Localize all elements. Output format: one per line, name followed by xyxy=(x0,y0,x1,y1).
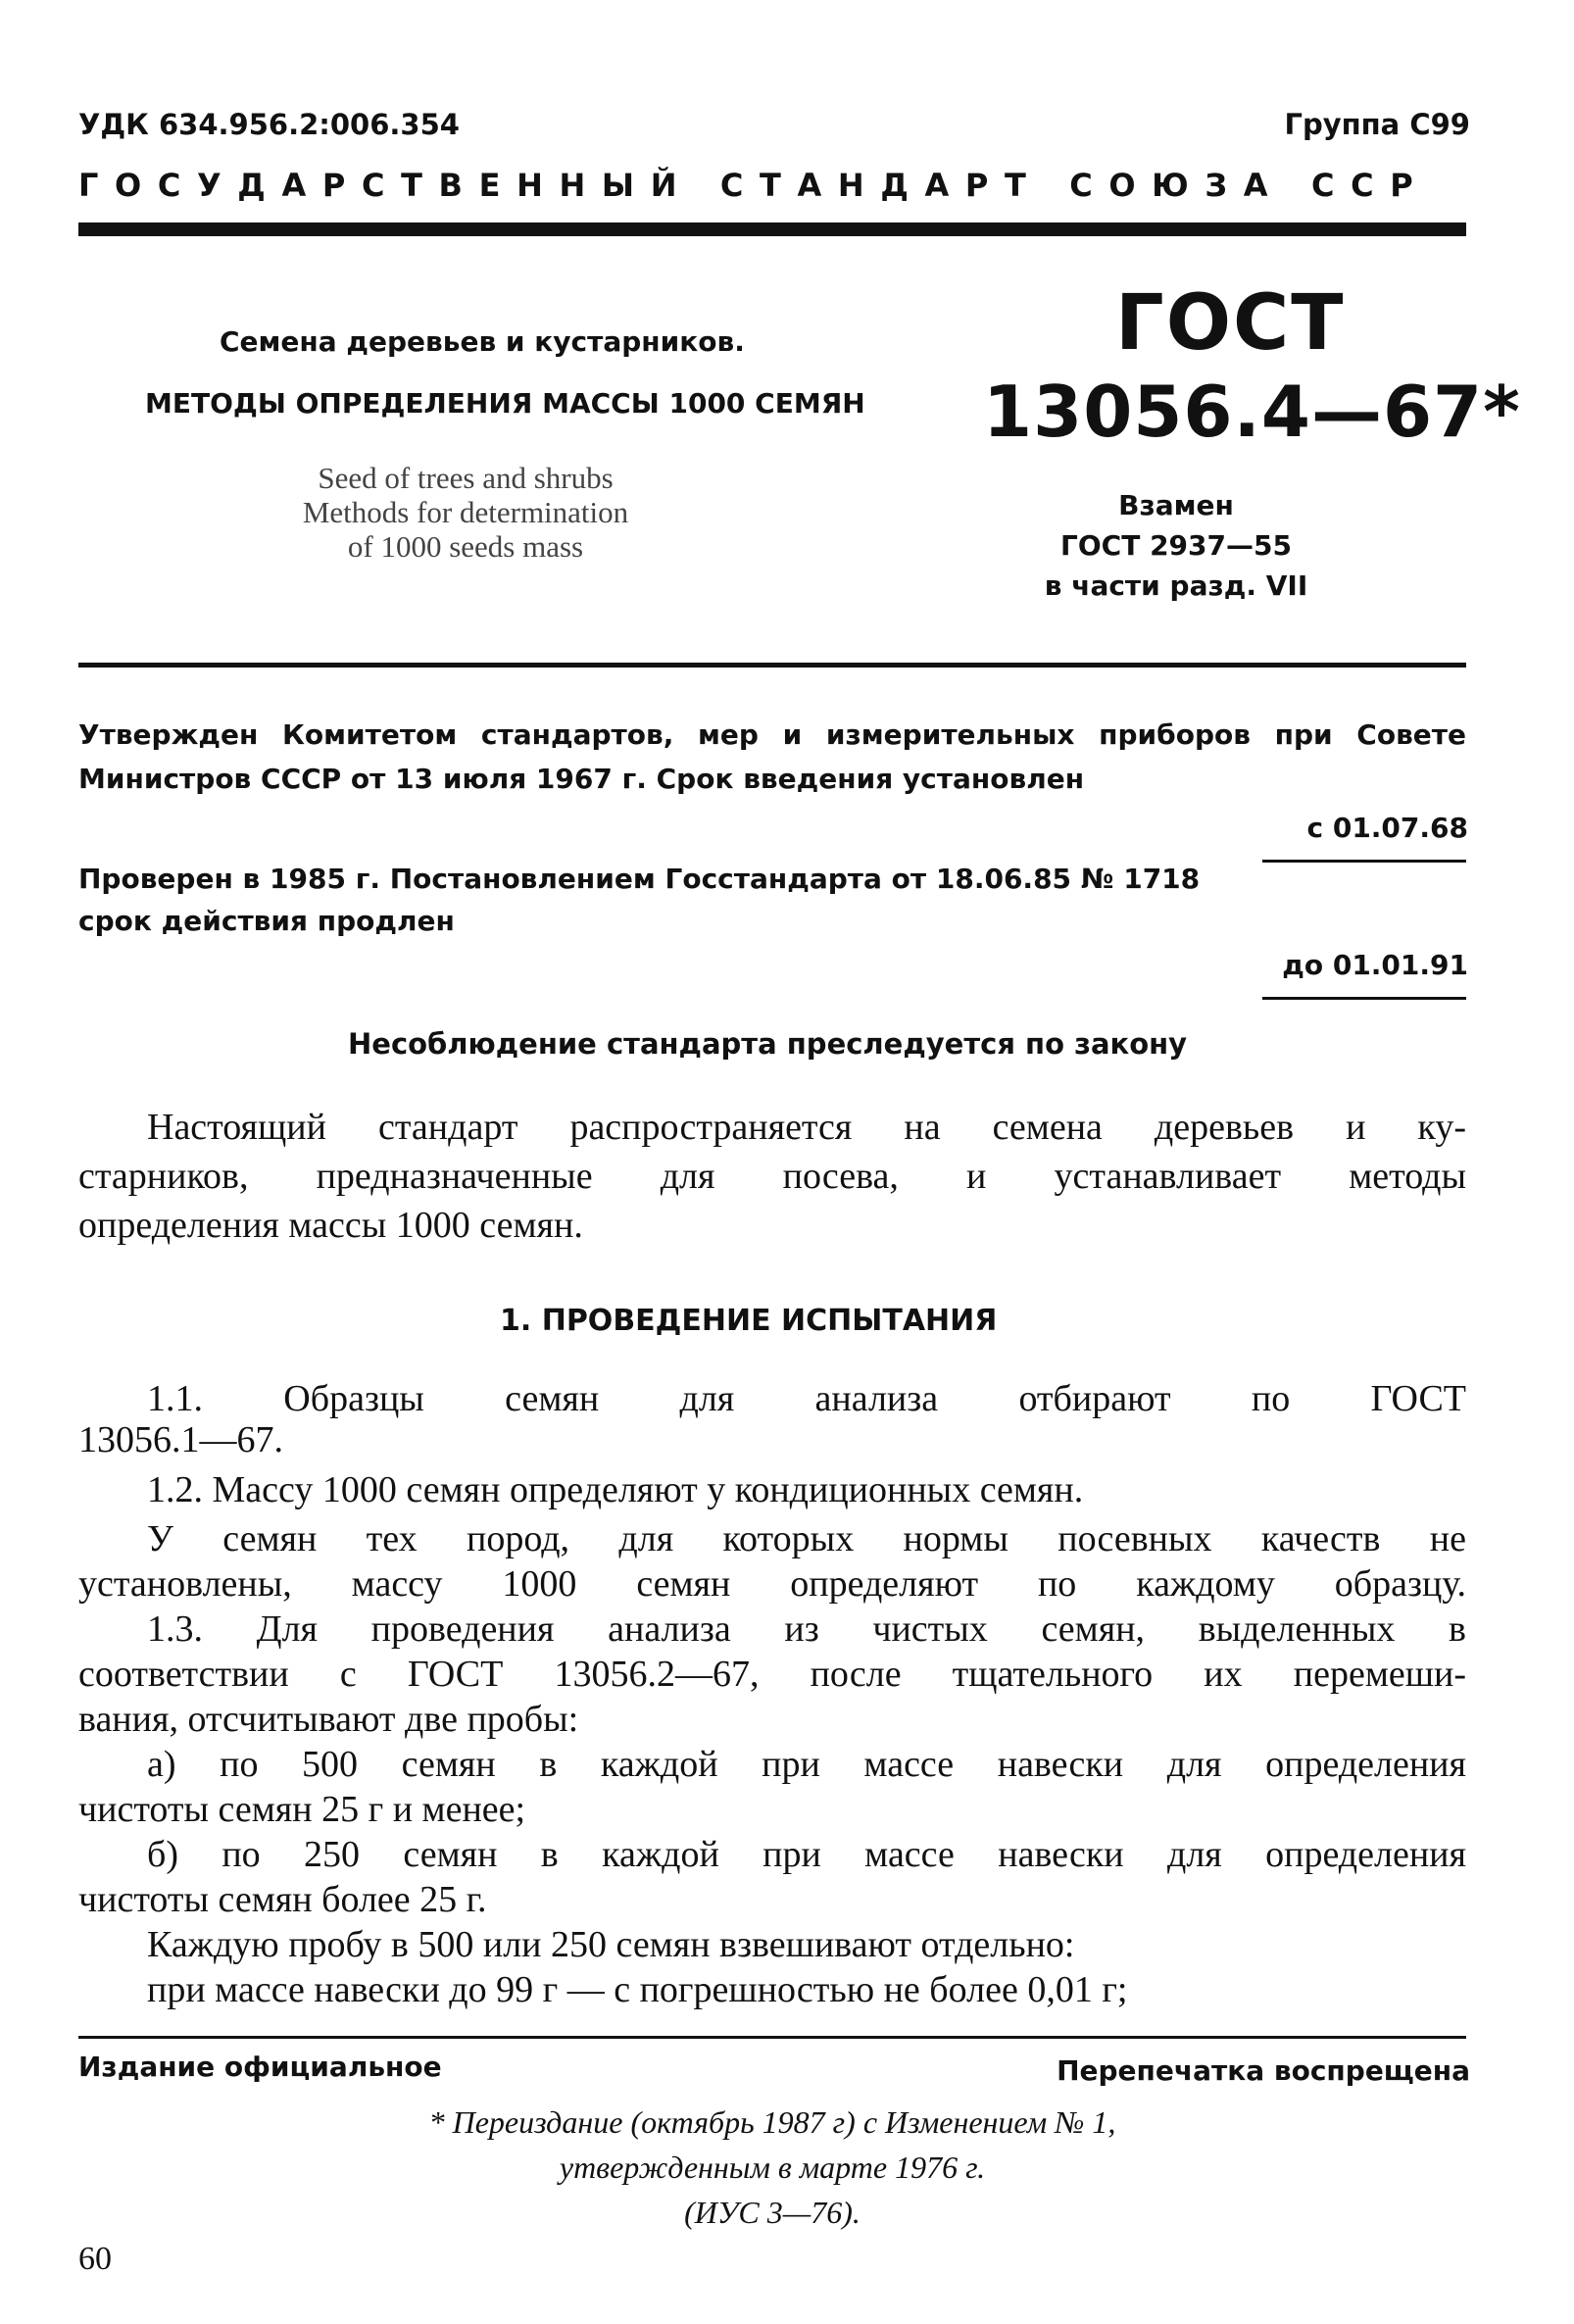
replaces-line1: Взамен xyxy=(1118,489,1234,521)
udk-code: УДК 634.956.2:006.354 xyxy=(78,108,460,141)
replaces-line3: в части разд. VII xyxy=(1044,569,1308,602)
replaces-block xyxy=(980,485,1372,606)
p13-line1: 1.3. Для проведения анализа из чистых семян, выделенных в xyxy=(147,1608,1466,1650)
pa-line2: чистоты семян 25 г и менее; xyxy=(78,1789,526,1830)
p13-line3: вания, отсчитывают две пробы: xyxy=(78,1699,579,1740)
date-to: до 01.01.91 xyxy=(1282,949,1468,981)
review-line1: Проверен в 1985 г. Постановлением Госстандарта от 18.06.85 № 1718 xyxy=(78,863,1201,895)
page-number: 60 xyxy=(78,2241,112,2277)
pd-line1: при массе навески до 99 г — с погрешностью не более 0,01 г; xyxy=(147,1969,1128,2010)
p12b-line2: установлены, массу 1000 семян определяют по каждому образцу. xyxy=(78,1563,1466,1605)
title-en xyxy=(294,461,637,564)
title-ru-line1: Семена деревьев и кустарников. xyxy=(220,325,745,358)
pb-line2: чистоты семян более 25 г. xyxy=(78,1879,487,1920)
header-rule xyxy=(78,223,1466,236)
p11-line2: 13056.1—67. xyxy=(78,1419,283,1460)
approval-line2: Министров СССР от 13 июля 1967 г. Срок введения установлен xyxy=(78,763,1085,795)
state-standard-banner: ГОСУДАРСТВЕННЫЙ СТАНДАРТ СОЮЗА ССР xyxy=(78,167,1430,204)
replaces-line2: ГОСТ 2937—55 xyxy=(1060,529,1292,562)
title-en-line1: Seed of trees and shrubs xyxy=(318,461,614,495)
p13-line2: соответствии с ГОСТ 13056.2—67, после тщательного их перемеши- xyxy=(78,1654,1466,1695)
p11-line1: 1.1. Образцы семян для анализа отбирают по ГОСТ xyxy=(147,1378,1466,1419)
title-ru-line2: МЕТОДЫ ОПРЕДЕЛЕНИЯ МАССЫ 1000 СЕМЯН xyxy=(145,387,865,420)
pc-line1: Каждую пробу в 500 или 250 семян взвешивают отдельно: xyxy=(147,1924,1075,1965)
date-from-rule xyxy=(1262,860,1466,863)
p12-line1: 1.2. Массу 1000 семян определяют у кондиционных семян. xyxy=(147,1469,1084,1510)
intro-line1: Настоящий стандарт распространяется на семена деревьев и ку- xyxy=(147,1107,1466,1148)
date-to-rule xyxy=(1262,997,1466,1000)
footer-rule xyxy=(78,2036,1466,2039)
official-edition: Издание официальное xyxy=(78,2051,442,2083)
pa-line1: а) по 500 семян в каждой при массе навески для определения xyxy=(147,1744,1466,1785)
section-heading: 1. ПРОВЕДЕНИЕ ИСПЫТАНИЯ xyxy=(500,1304,998,1338)
reissue-note-line1: * Переиздание (октябрь 1987 г) с Изменением № 1, xyxy=(428,2104,1116,2140)
title-en-line2: Methods for determination xyxy=(302,495,629,529)
reissue-note-line3: (ИУС 3—76). xyxy=(684,2195,861,2230)
law-warning: Несоблюдение стандарта преследуется по закону xyxy=(348,1027,1188,1061)
intro-line2: старников, предназначенные для посева, и устанавливает методы xyxy=(78,1156,1466,1197)
group-code: Группа С99 xyxy=(1284,108,1470,141)
reissue-note-line2: утвержденным в марте 1976 г. xyxy=(559,2150,986,2185)
reprint-forbidden: Перепечатка воспрещена xyxy=(1057,2054,1470,2087)
gost-number: 13056.4—67* xyxy=(983,371,1521,453)
date-from: с 01.07.68 xyxy=(1306,812,1468,844)
title-en-line3: of 1000 seeds mass xyxy=(347,529,584,564)
approval-line1: Утвержден Комитетом стандартов, мер и измерительных приборов при Совете xyxy=(78,718,1466,751)
intro-line3: определения массы 1000 семян. xyxy=(78,1205,583,1246)
review-line2: срок действия продлен xyxy=(78,905,455,937)
reissue-note xyxy=(78,2100,1466,2235)
pb-line1: б) по 250 семян в каждой при массе навески для определения xyxy=(147,1834,1466,1875)
p12b-line1: У семян тех пород, для которых нормы посевных качеств не xyxy=(147,1518,1466,1559)
gost-label: ГОСТ xyxy=(1115,279,1346,368)
title-rule xyxy=(78,663,1466,668)
